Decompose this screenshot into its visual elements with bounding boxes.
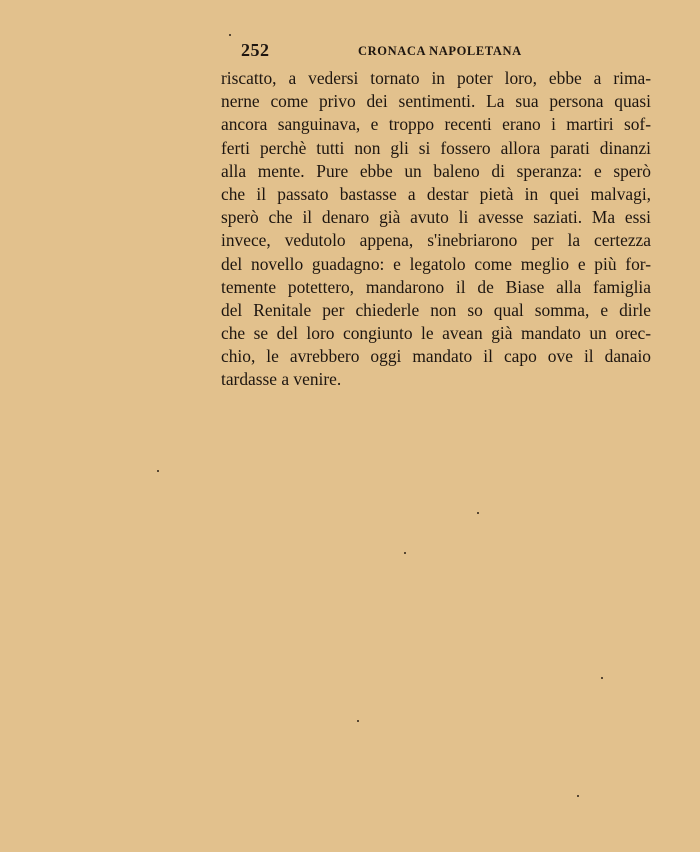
scan-speck: [404, 552, 406, 554]
text-line: temente potettero, mandarono il de Biase alla famiglia: [221, 276, 651, 297]
text-line: che il passato bastasse a destar pietà in quei malvagi,: [221, 183, 651, 204]
text-line: del Renitale per chiederle non so qual somma, e dirle: [221, 299, 651, 320]
scan-speck: [357, 720, 359, 722]
text-line: tardasse a venire.: [221, 369, 342, 390]
text-line: alla mente. Pure ebbe un baleno di speranza: e sperò: [221, 160, 651, 181]
scan-speck: [157, 470, 159, 472]
scan-speck: [477, 512, 479, 514]
running-title: CRONACA NAPOLETANA: [358, 44, 522, 58]
scan-speck: [601, 677, 603, 679]
text-line: nerne come privo dei sentimenti. La sua persona quasi: [221, 91, 651, 112]
text-line: ferti perchè tutti non gli si fossero allora parati dinanzi: [221, 137, 651, 158]
body-text: [221, 67, 651, 392]
text-line: ancora sanguinava, e troppo recenti erano i martiri sof-: [221, 114, 651, 135]
text-line: chio, le avrebbero oggi mandato il capo ove il danaio: [221, 346, 651, 367]
scan-speck: [577, 795, 579, 797]
text-line: del novello guadagno: e legatolo come meglio e più for-: [221, 253, 651, 274]
text-line: invece, vedutolo appena, s'inebriarono per la certezza: [221, 230, 651, 251]
page-number: 252: [241, 40, 270, 60]
text-line: che se del loro congiunto le avean già mandato un orec-: [221, 323, 651, 344]
text-line: riscatto, a vedersi tornato in poter loro, ebbe a rima-: [221, 68, 651, 88]
text-line: sperò che il denaro già avuto li avesse saziati. Ma essi: [221, 207, 651, 228]
scan-speck: [229, 34, 231, 36]
page-header: [241, 40, 651, 64]
